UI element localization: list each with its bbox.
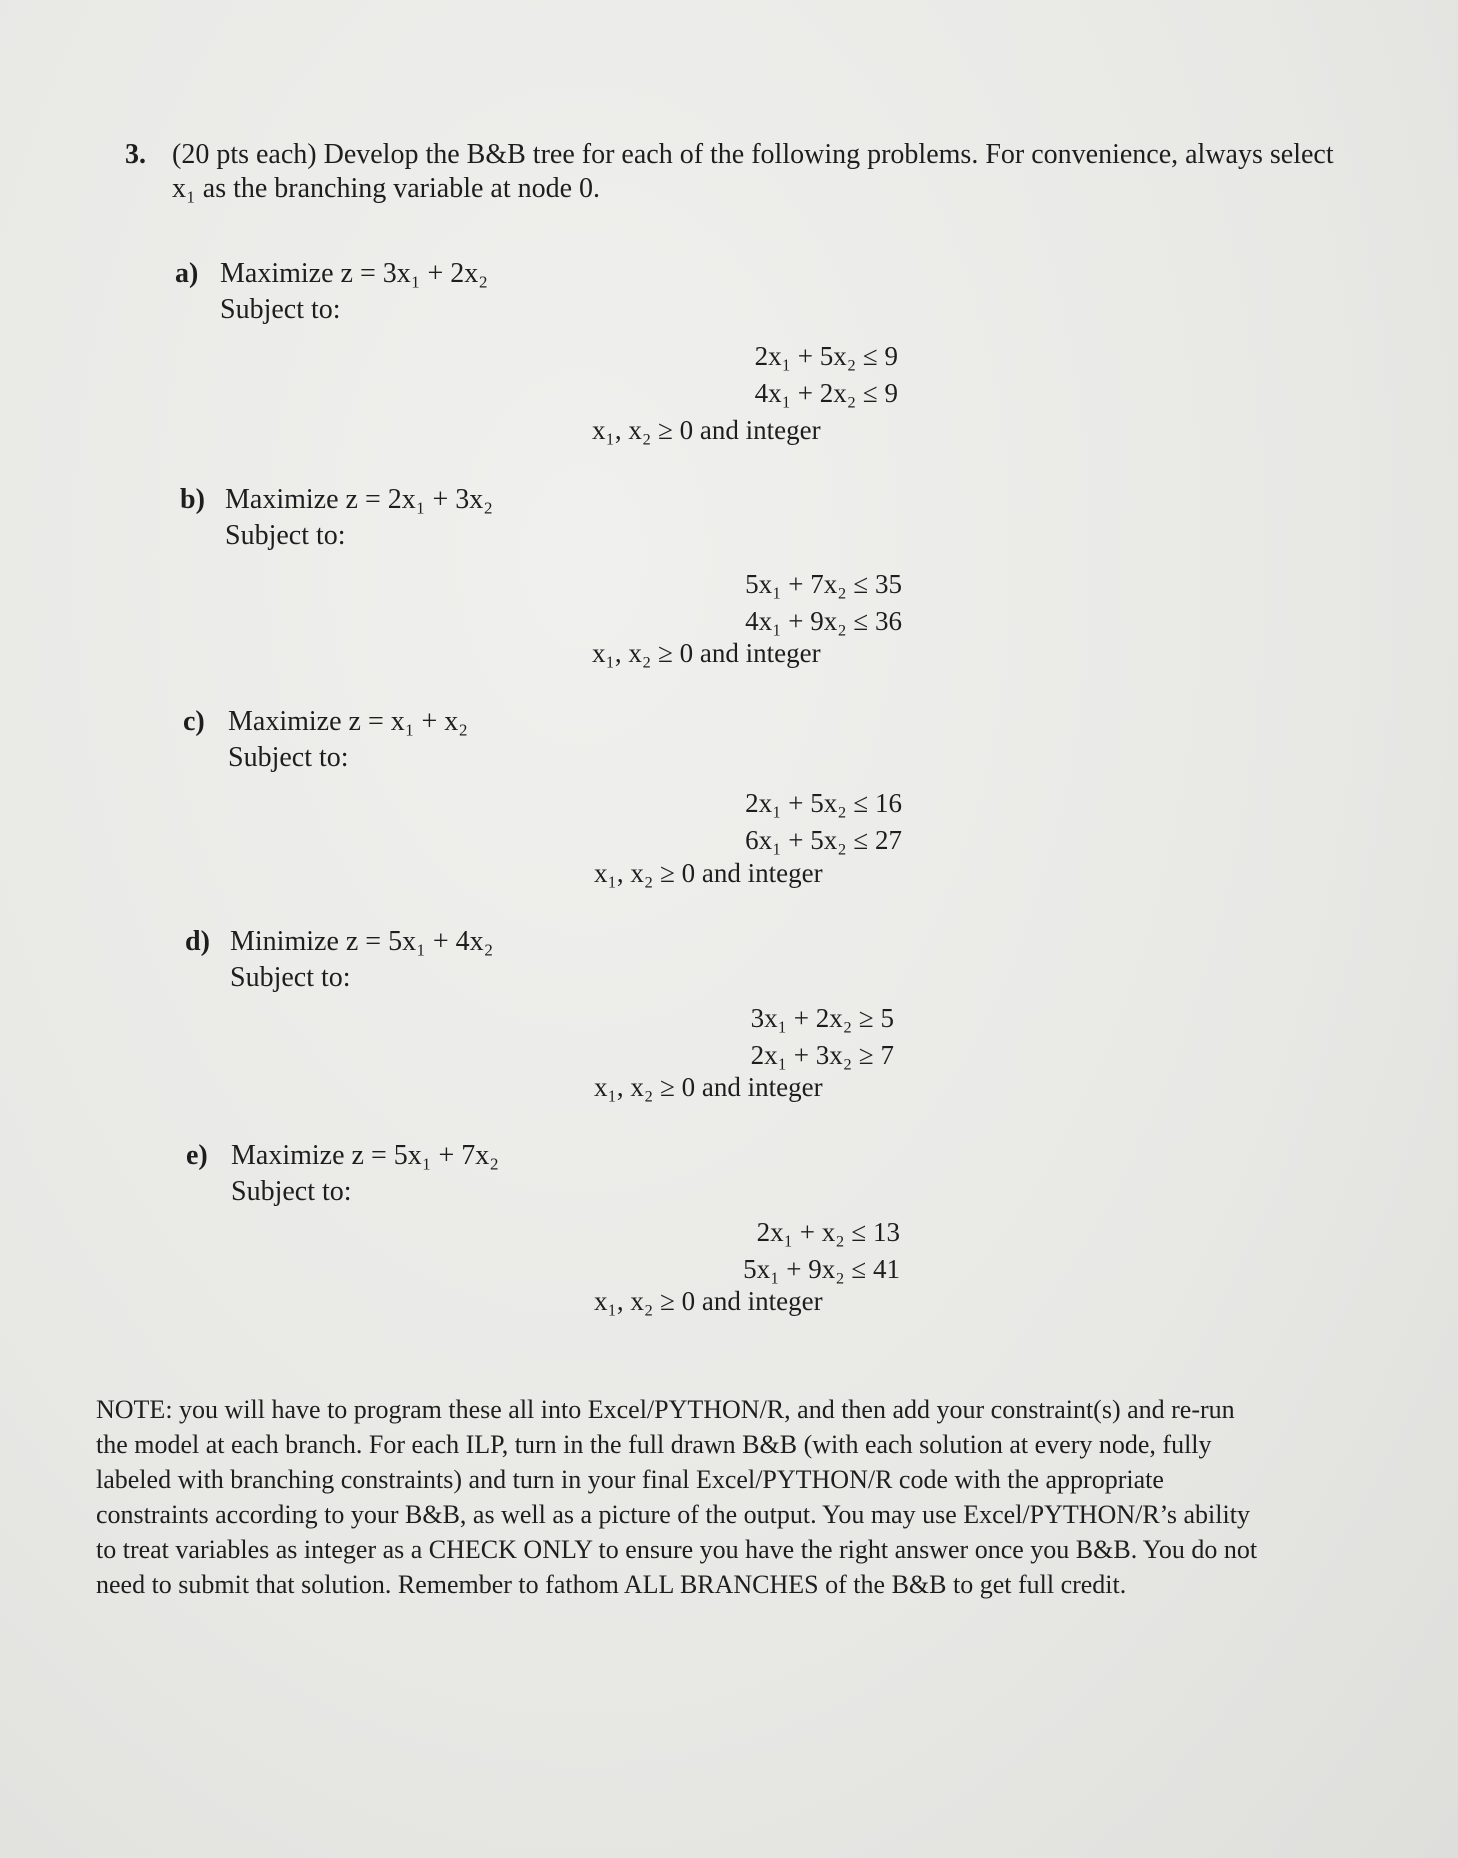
constraints-a [755, 338, 898, 412]
part-body [231, 1138, 499, 1210]
question-text [172, 138, 1392, 206]
note-line: need to submit that solution. Remember to fathom ALL BRANCHES of the B&B to get full credit. [96, 1570, 1127, 1599]
nonneg-a: x₁, x₂ ≥ 0 and integer [592, 415, 821, 445]
subject-to-label: Subject to: [225, 520, 346, 551]
subject-to-label: Subject to: [220, 294, 341, 325]
constraint: 4x₁ + 2x₂ ≤ 9 [754, 378, 898, 408]
constraints-c [745, 785, 902, 859]
constraint: 3x₁ + 2x₂ ≥ 5 [750, 1003, 894, 1033]
constraints-e [743, 1214, 900, 1288]
part-letter: b) [180, 484, 205, 515]
subject-to-label: Subject to: [230, 962, 351, 993]
constraints-b [745, 566, 902, 640]
constraint: 2x₁ + 3x₂ ≥ 7 [750, 1040, 894, 1070]
objective: Maximize z = 3x₁ + 2x₂ [220, 258, 489, 289]
part-body [220, 256, 488, 328]
objective: Maximize z = 2x₁ + 3x₂ [225, 484, 494, 515]
part-body [225, 482, 493, 554]
part-body [230, 924, 493, 996]
part-letter: a) [175, 258, 199, 289]
nonneg-e: x₁, x₂ ≥ 0 and integer [594, 1286, 823, 1316]
objective: Maximize z = x₁ + x₂ [228, 706, 469, 737]
question-text-line1: (20 pts each) Develop the B&B tree for each of the following problems. For convenience, always select [172, 139, 1334, 170]
note-paragraph [96, 1392, 1396, 1602]
constraint: 6x₁ + 5x₂ ≤ 27 [745, 825, 902, 855]
nonneg-b: x₁, x₂ ≥ 0 and integer [592, 638, 821, 668]
part-letter: d) [185, 926, 210, 957]
constraint: 5x₁ + 7x₂ ≤ 35 [745, 569, 902, 599]
note-line: to treat variables as integer as a CHECK ONLY to ensure you have the right answer once you B&B. You do not [96, 1535, 1258, 1564]
nonneg-d: x₁, x₂ ≥ 0 and integer [594, 1072, 823, 1102]
constraint: 5x₁ + 9x₂ ≤ 41 [743, 1254, 900, 1284]
note-line: labeled with branching constraints) and turn in your final Excel/PYTHON/R code with the appropriate [96, 1465, 1164, 1494]
note-line: constraints according to your B&B, as well as a picture of the output. You may use Excel/PYTHON/R’s ability [96, 1500, 1250, 1529]
part-body [228, 704, 468, 776]
note-line: NOTE: you will have to program these all into Excel/PYTHON/R, and then add your constraint(s) and re-run [96, 1395, 1235, 1424]
question-number: 3. [125, 139, 146, 170]
constraint: 2x₁ + x₂ ≤ 13 [756, 1217, 900, 1247]
objective: Minimize z = 5x₁ + 4x₂ [230, 926, 494, 957]
subject-to-label: Subject to: [228, 742, 349, 773]
constraint: 2x₁ + 5x₂ ≤ 16 [745, 788, 902, 818]
constraint: 4x₁ + 9x₂ ≤ 36 [745, 606, 902, 636]
constraint: 2x₁ + 5x₂ ≤ 9 [754, 341, 898, 371]
objective: Maximize z = 5x₁ + 7x₂ [231, 1140, 500, 1171]
constraints-d [751, 1000, 894, 1074]
question-text-line2: x₁ as the branching variable at node 0. [172, 173, 601, 204]
note-line: the model at each branch. For each ILP, turn in the full drawn B&B (with each solution at every node, fully [96, 1430, 1212, 1459]
nonneg-c: x₁, x₂ ≥ 0 and integer [594, 858, 823, 888]
part-letter: c) [183, 706, 205, 737]
subject-to-label: Subject to: [231, 1176, 352, 1207]
part-letter: e) [186, 1140, 208, 1171]
